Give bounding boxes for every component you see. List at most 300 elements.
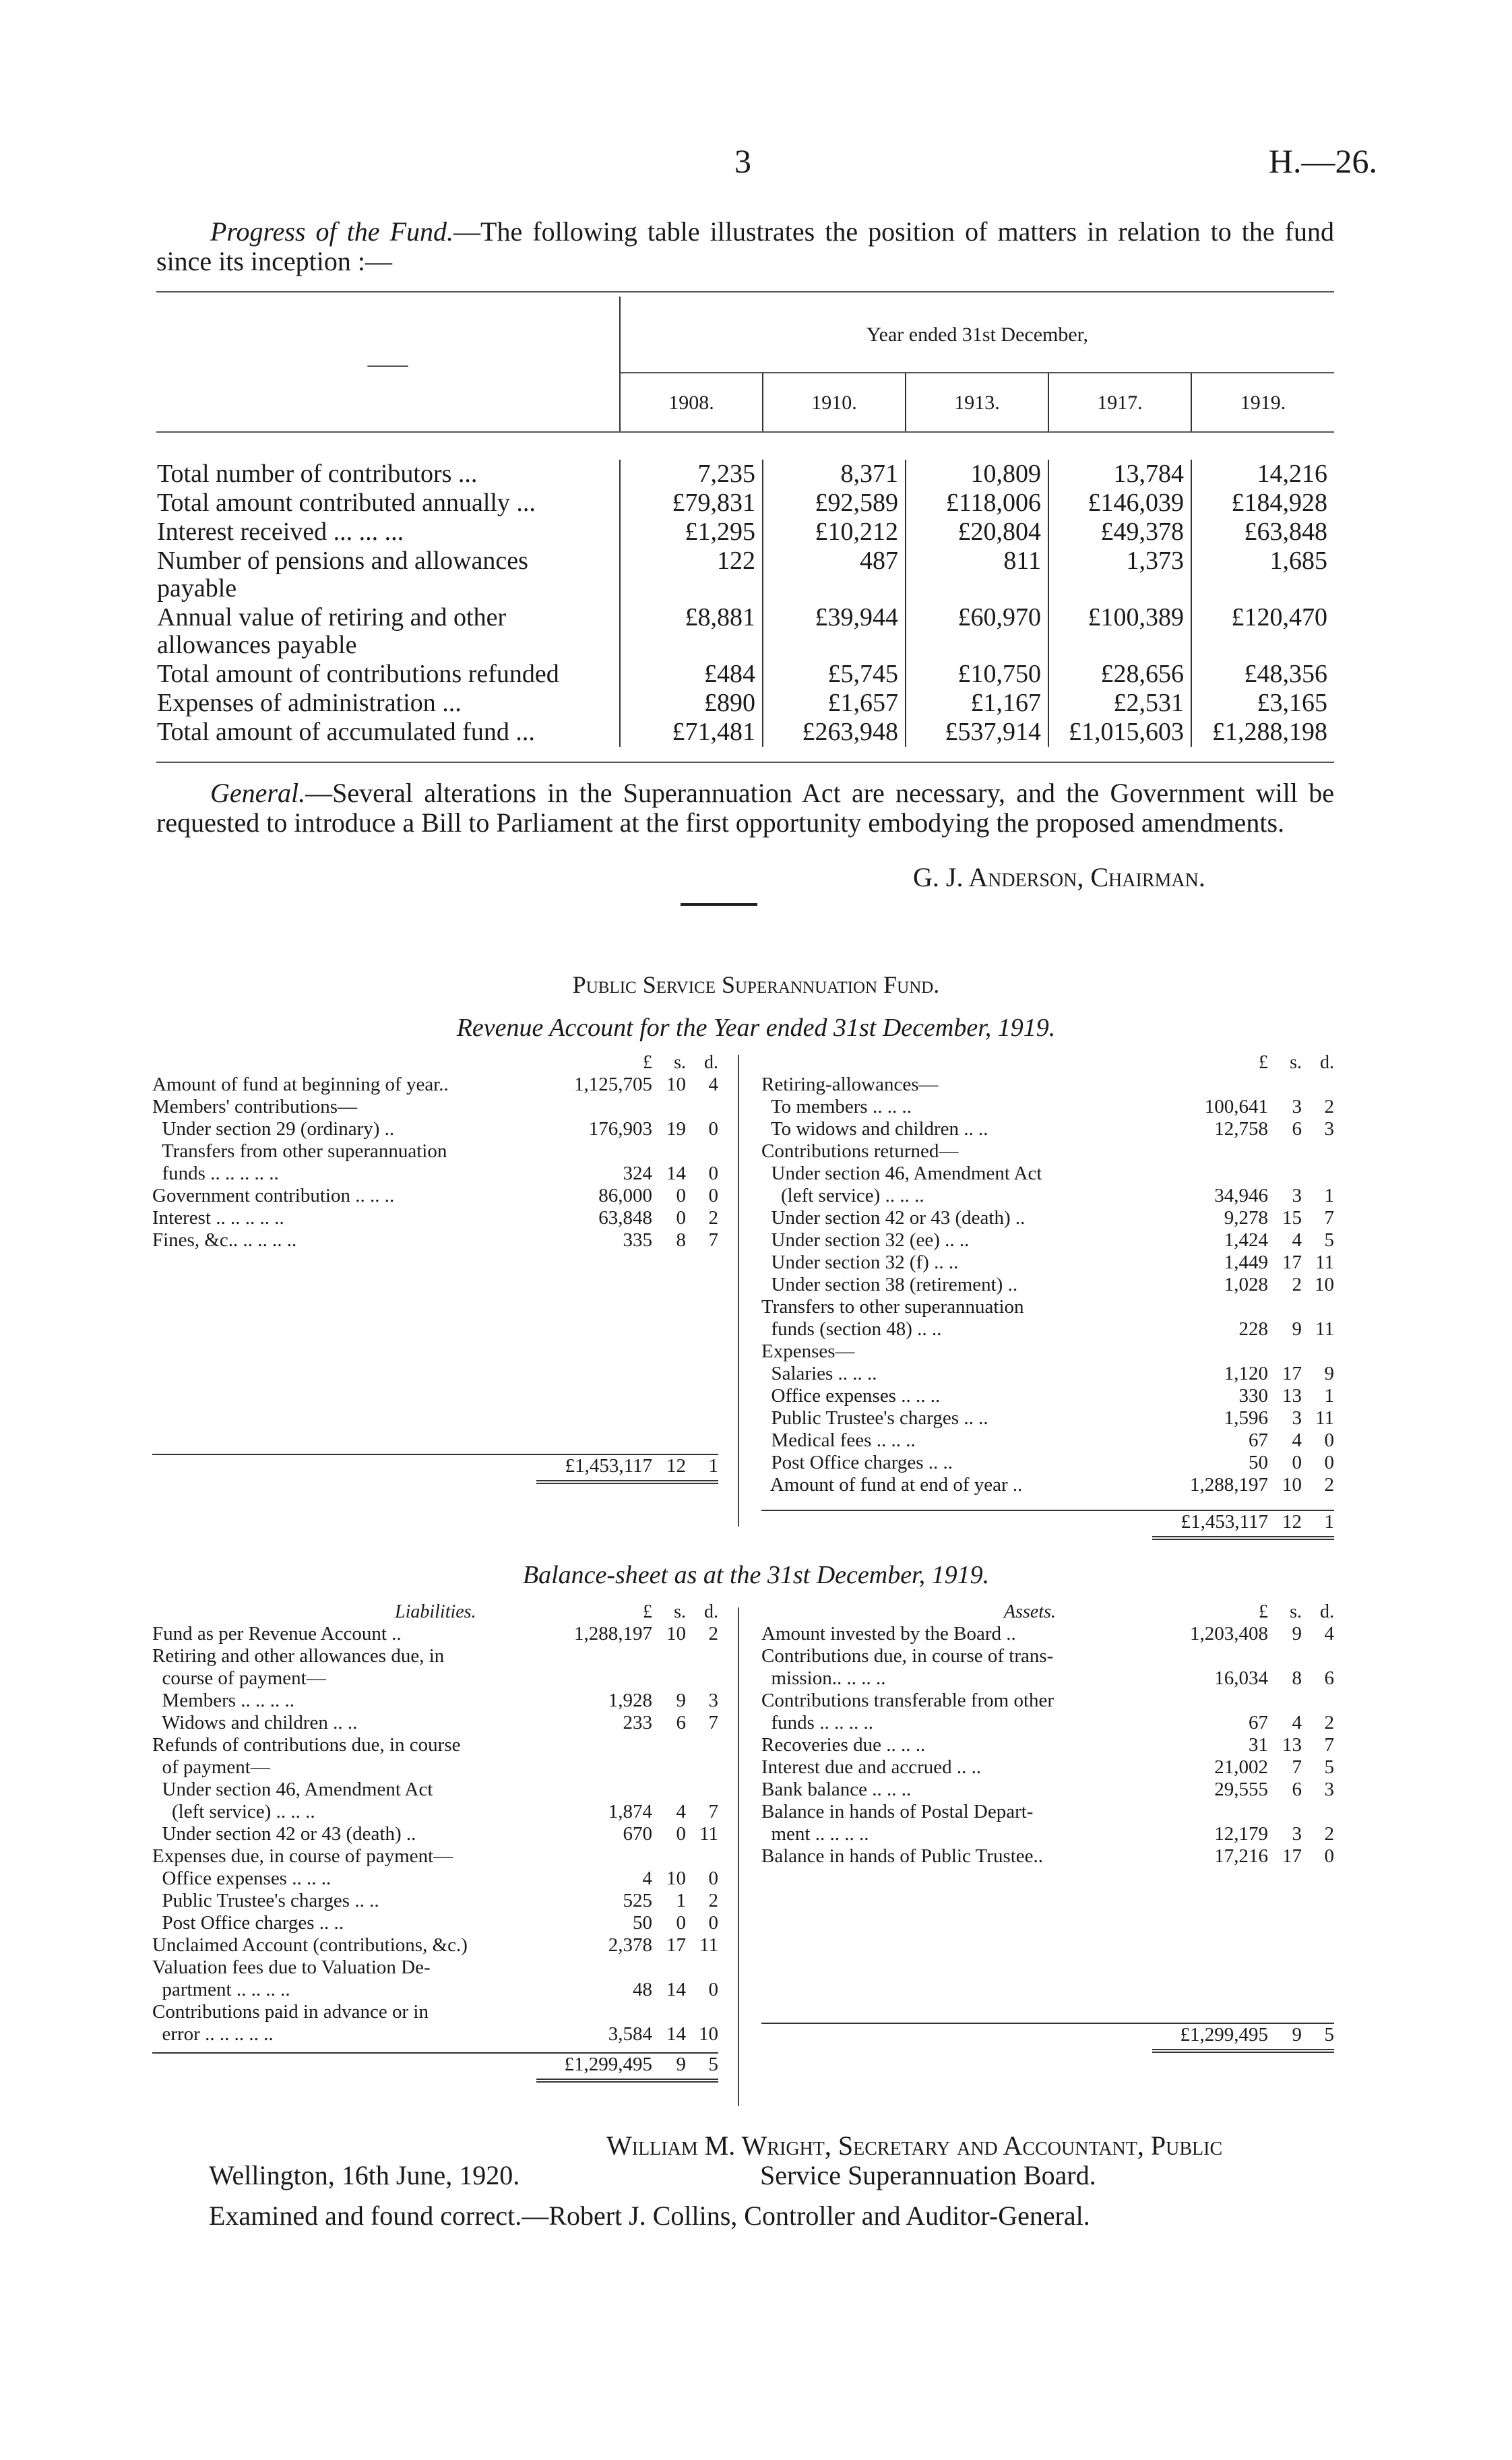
account-s [652, 2001, 686, 2023]
account-s: 0 [1292, 1452, 1302, 1473]
account-line [761, 1385, 1334, 1407]
account-s: 9 [1292, 1623, 1302, 1644]
account-p [538, 1756, 652, 1779]
table-row [156, 718, 1334, 747]
account-s [652, 1096, 686, 1118]
row-value: 8,371 [763, 460, 906, 489]
account-d: 7 [1324, 1734, 1334, 1756]
account-s: 17 [666, 1934, 686, 1956]
account-d [686, 1756, 718, 1779]
account-d: 0 [708, 1185, 718, 1206]
account-p: 233 [623, 1712, 652, 1733]
row-value: 1,685 [1191, 547, 1334, 603]
account-s: 13 [1282, 1385, 1302, 1407]
account-d: 5 [1324, 1229, 1334, 1251]
account-label: Transfers from other superannuation [152, 1140, 447, 1162]
revenue-left-total: £1,453,117 12 1 [152, 1454, 718, 1477]
account-d [1302, 1140, 1334, 1163]
account-s: 10 [666, 1074, 686, 1095]
account-d: 2 [708, 1890, 718, 1911]
row-value: 811 [906, 547, 1048, 603]
account-d [1302, 1296, 1334, 1318]
account-label: Recoveries due .. .. .. [761, 1734, 926, 1756]
account-label: To widows and children .. .. [761, 1118, 988, 1140]
account-label: Members .. .. .. .. [152, 1690, 295, 1711]
row-value: 14,216 [1191, 460, 1334, 489]
revenue-title: Revenue Account for the Year ended 31st December, 1919. [456, 1014, 1056, 1042]
account-label: Under section 32 (f) .. .. [761, 1252, 959, 1273]
account-p: 1,449 [1224, 1252, 1268, 1273]
row-value: £3,165 [1191, 689, 1334, 718]
account-d: 2 [708, 1623, 718, 1644]
document-reference: H.—26. [1268, 142, 1377, 180]
account-p [1154, 1645, 1268, 1667]
account-d: 7 [1324, 1207, 1334, 1229]
account-line [761, 1734, 1334, 1756]
balance-right [761, 1601, 1334, 2053]
account-s: 1 [676, 1890, 686, 1911]
balance-left-total: £1,299,495 9 5 [152, 2052, 718, 2076]
balance-right-total: £1,299,495 9 5 [761, 2023, 1334, 2046]
account-d [686, 1096, 718, 1118]
row-value: £146,039 [1048, 489, 1191, 518]
table-row [156, 689, 1334, 718]
account-label: Public Trustee's charges .. .. [761, 1407, 988, 1429]
table-row [156, 489, 1334, 518]
row-value: 7,235 [620, 460, 763, 489]
account-s: 2 [1292, 1274, 1302, 1295]
account-d: 2 [1324, 1823, 1334, 1845]
account-label: Under section 42 or 43 (death) .. [152, 1823, 416, 1845]
row-value: £63,848 [1191, 518, 1334, 547]
account-p: 228 [1238, 1318, 1268, 1340]
account-s: 14 [666, 2023, 686, 2045]
account-line [761, 1474, 1334, 1496]
row-label: Total amount contributed annually ... [157, 489, 536, 517]
chairman-signature: G. J. Anderson, Chairman. [913, 862, 1205, 892]
revenue-divider [738, 1055, 739, 1527]
row-value: £537,914 [906, 718, 1048, 747]
account-d [686, 2001, 718, 2023]
account-p [538, 1779, 652, 1801]
account-label: funds .. .. .. .. .. [152, 1163, 279, 1184]
row-value: £484 [620, 660, 763, 689]
row-value: 1,373 [1048, 547, 1191, 603]
account-s: 0 [676, 1823, 686, 1845]
account-line [152, 1645, 718, 1667]
account-line [761, 1318, 1334, 1341]
account-p [538, 1667, 652, 1690]
account-p [538, 1957, 652, 1979]
account-line [761, 1229, 1334, 1252]
account-line [761, 1296, 1334, 1318]
row-value: £5,745 [763, 660, 906, 689]
account-s [652, 1667, 686, 1690]
account-s: 8 [1292, 1667, 1302, 1689]
account-d: 2 [1324, 1096, 1334, 1117]
account-s [652, 1845, 686, 1868]
row-value: £28,656 [1048, 660, 1191, 689]
account-p [1154, 1341, 1268, 1363]
account-p: 63,848 [598, 1207, 652, 1229]
progress-text: —The following table illustrates the position of matters in relation to the fund since its inception :— [156, 216, 1335, 276]
account-s: 7 [1292, 1756, 1302, 1778]
account-line [152, 1118, 718, 1140]
account-label: Expenses due, in course of payment— [152, 1845, 453, 1867]
account-s: 19 [666, 1118, 686, 1140]
account-label: Fund as per Revenue Account .. [152, 1623, 402, 1644]
separator-rule [681, 903, 757, 906]
table-row [156, 603, 1334, 660]
account-p: 335 [623, 1229, 652, 1251]
account-d [686, 1667, 718, 1690]
account-label: Contributions paid in advance or in [152, 2001, 429, 2023]
row-value: £79,831 [620, 489, 763, 518]
account-d [686, 1140, 718, 1163]
account-s [652, 1140, 686, 1163]
account-d: 7 [708, 1801, 718, 1822]
revenue-right-total: £1,453,117 12 1 [761, 1510, 1334, 1533]
account-label: of payment— [152, 1756, 270, 1778]
account-d [1302, 1163, 1334, 1185]
account-s [1268, 1645, 1302, 1667]
account-line [761, 1690, 1334, 1712]
account-d: 11 [699, 1823, 718, 1845]
account-label: Post Office charges .. .. [761, 1452, 953, 1473]
account-p: 1,596 [1224, 1407, 1268, 1429]
account-s [1268, 1801, 1302, 1823]
account-label: ment .. .. .. .. [761, 1823, 869, 1845]
account-label: Under section 29 (ordinary) .. [152, 1118, 395, 1140]
account-line [152, 1979, 718, 2001]
account-p: 50 [1249, 1452, 1268, 1473]
account-line [761, 1623, 1334, 1645]
account-label: Under section 32 (ee) .. .. [761, 1229, 970, 1251]
account-line [761, 1363, 1334, 1385]
year-header: 1910. [763, 373, 906, 432]
account-label: Amount of fund at end of year .. [761, 1474, 1023, 1496]
account-line [761, 1074, 1334, 1096]
account-line [152, 1185, 718, 1207]
account-p: 9,278 [1224, 1207, 1268, 1229]
account-d: 0 [1324, 1452, 1334, 1473]
account-line [761, 1667, 1334, 1690]
account-label: Retiring and other allowances due, in [152, 1645, 445, 1667]
account-label: Interest .. .. .. .. .. [152, 1207, 284, 1229]
account-p [1154, 1801, 1268, 1823]
account-line [152, 2001, 718, 2023]
account-label: mission.. .. .. .. [761, 1667, 886, 1689]
account-d: 6 [1324, 1667, 1334, 1689]
account-d: 4 [1324, 1623, 1334, 1644]
revenue-right-currency-header: £ s. d. [1259, 1052, 1334, 1073]
row-value: £263,948 [763, 718, 906, 747]
row-label: Total amount of accumulated fund ... [157, 718, 535, 746]
table-row [156, 460, 1334, 489]
account-s: 6 [676, 1712, 686, 1733]
account-d [686, 1779, 718, 1801]
row-value: 10,809 [906, 460, 1048, 489]
balance-title: Balance-sheet as at the 31st December, 1919. [522, 1561, 990, 1589]
account-s: 9 [676, 1690, 686, 1711]
account-d: 0 [708, 1979, 718, 2000]
general-text: —Several alterations in the Superannuation Act are necessary, and the Government will be requested to introduce a Bill to Parliament at the first opportunity embodying the proposed amendments. [156, 778, 1334, 838]
account-d: 7 [708, 1712, 718, 1733]
row-value: £1,657 [763, 689, 906, 718]
account-label: partment .. .. .. .. [152, 1979, 290, 2000]
account-line [152, 1890, 718, 1912]
account-line [761, 1429, 1334, 1452]
account-d: 1 [1324, 1185, 1334, 1206]
account-s [652, 1779, 686, 1801]
account-line [761, 1274, 1334, 1296]
account-p [1154, 1690, 1268, 1712]
account-label: Unclaimed Account (contributions, &c.) [152, 1934, 468, 1956]
account-label: Amount of fund at beginning of year.. [152, 1074, 449, 1095]
account-d: 0 [708, 1912, 718, 1934]
account-d: 3 [1324, 1118, 1334, 1140]
account-s: 17 [1282, 1845, 1302, 1867]
account-line [152, 1957, 718, 1979]
liabilities-header-row: Liabilities. £ s. d. [395, 1601, 718, 1622]
account-p: 31 [1249, 1734, 1268, 1756]
revenue-right [761, 1051, 1334, 1540]
account-line [152, 1779, 718, 1801]
secretary-line-2: Service Superannuation Board. [760, 2160, 1096, 2190]
account-line [761, 1779, 1334, 1801]
account-line [152, 1845, 718, 1868]
row-value: £20,804 [906, 518, 1048, 547]
row-value: 122 [620, 547, 763, 603]
row-value: £49,378 [1048, 518, 1191, 547]
account-label: Under section 38 (retirement) .. [761, 1274, 1018, 1295]
account-d: 2 [1324, 1474, 1334, 1496]
account-s: 4 [1292, 1712, 1302, 1733]
account-s: 9 [1292, 1318, 1302, 1340]
account-p: 29,555 [1214, 1779, 1268, 1800]
account-d: 11 [1315, 1252, 1334, 1273]
account-d [1302, 1341, 1334, 1363]
account-p [538, 2001, 652, 2023]
account-label: To members .. .. .. [761, 1096, 912, 1117]
account-d: 2 [708, 1207, 718, 1229]
account-s [1268, 1690, 1302, 1712]
blank-header: —— [367, 352, 408, 375]
account-p: 67 [1249, 1429, 1268, 1451]
account-p: 16,034 [1214, 1667, 1268, 1689]
account-s [1268, 1074, 1302, 1096]
account-label: funds (section 48) .. .. [761, 1318, 942, 1340]
account-line [152, 1934, 718, 1957]
account-d [1302, 1690, 1334, 1712]
account-d: 3 [708, 1690, 718, 1711]
auditor-certification: Examined and found correct.—Robert J. Collins, Controller and Auditor-General. [209, 2201, 1090, 2231]
row-value: £1,167 [906, 689, 1048, 718]
progress-paragraph [156, 217, 1334, 276]
account-s: 15 [1282, 1207, 1302, 1229]
account-label: Office expenses .. .. .. [761, 1385, 941, 1407]
account-p [1154, 1074, 1268, 1096]
account-d: 10 [1315, 1274, 1334, 1295]
account-label: Valuation fees due to Valuation De- [152, 1957, 431, 1978]
account-label: Balance in hands of Postal Depart- [761, 1801, 1034, 1822]
account-label: (left service) .. .. .. [761, 1185, 924, 1206]
account-s: 0 [676, 1207, 686, 1229]
account-d [1302, 1645, 1334, 1667]
account-line [152, 1912, 718, 1934]
secretary-line-1: William M. Wright, Secretary and Accountant, Public [606, 2130, 1223, 2161]
assets-header-row: Assets. £ s. d. [1004, 1601, 1334, 1622]
account-p: 12,758 [1214, 1118, 1268, 1140]
account-p [1154, 1140, 1268, 1163]
account-line [761, 1118, 1334, 1140]
account-line [152, 2023, 718, 2046]
account-p: 525 [623, 1890, 652, 1911]
account-s: 14 [666, 1163, 686, 1184]
account-label: Salaries .. .. .. [761, 1363, 877, 1384]
account-p: 3,584 [608, 2023, 652, 2045]
table-row [156, 660, 1334, 689]
account-d: 0 [708, 1868, 718, 1889]
account-p: 1,203,408 [1190, 1623, 1268, 1644]
account-d: 0 [1324, 1845, 1334, 1867]
account-label: course of payment— [152, 1667, 326, 1689]
account-line [761, 1645, 1334, 1667]
account-label: Medical fees .. .. .. [761, 1429, 916, 1451]
row-value: £1,015,603 [1048, 718, 1191, 747]
account-p [538, 1096, 652, 1118]
row-value: £890 [620, 689, 763, 718]
account-p: 2,378 [608, 1934, 652, 1956]
account-d: 11 [1315, 1407, 1334, 1429]
account-label: Expenses— [761, 1341, 855, 1362]
place-date: Wellington, 16th June, 1920. [209, 2160, 520, 2190]
account-line [152, 1667, 718, 1690]
account-s [652, 1756, 686, 1779]
row-value: £48,356 [1191, 660, 1334, 689]
account-d [686, 1957, 718, 1979]
row-value: £2,531 [1048, 689, 1191, 718]
row-value: £8,881 [620, 603, 763, 660]
account-line [152, 1074, 718, 1096]
account-line [152, 1229, 718, 1252]
account-label: Interest due and accrued .. .. [761, 1756, 982, 1778]
account-s: 3 [1292, 1185, 1302, 1206]
account-line [761, 1712, 1334, 1734]
account-label: Refunds of contributions due, in course [152, 1734, 461, 1756]
account-label: Under section 46, Amendment Act [761, 1163, 1042, 1184]
account-label: Bank balance .. .. .. [761, 1779, 912, 1800]
account-d: 11 [1315, 1318, 1334, 1340]
account-label: Public Trustee's charges .. .. [152, 1890, 379, 1911]
account-p: 176,903 [588, 1118, 652, 1140]
account-line [152, 1096, 718, 1118]
row-label: Annual value of retiring and other allowances payable [157, 603, 507, 659]
account-d: 0 [708, 1163, 718, 1184]
account-line [761, 1207, 1334, 1229]
account-s [1268, 1140, 1302, 1163]
account-label: Under section 46, Amendment Act [152, 1779, 433, 1800]
account-s: 3 [1292, 1096, 1302, 1117]
account-label: Contributions due, in course of trans- [761, 1645, 1054, 1667]
table-row [156, 518, 1334, 547]
row-label: Expenses of administration ... [157, 689, 462, 717]
account-p: 100,641 [1204, 1096, 1268, 1117]
account-line [761, 1163, 1334, 1185]
account-s: 4 [1292, 1429, 1302, 1451]
account-p: 17,216 [1214, 1845, 1268, 1867]
account-p: 4 [642, 1868, 652, 1889]
row-value: 487 [763, 547, 906, 603]
row-value: £39,944 [763, 603, 906, 660]
row-value: £60,970 [906, 603, 1048, 660]
row-value: £92,589 [763, 489, 906, 518]
account-p: 1,288,197 [1190, 1474, 1268, 1496]
account-s: 3 [1292, 1823, 1302, 1845]
account-line [761, 1407, 1334, 1429]
account-p [538, 1734, 652, 1756]
account-d [686, 1845, 718, 1868]
account-p: 1,288,197 [574, 1623, 652, 1644]
account-s: 0 [676, 1185, 686, 1206]
account-p: 1,125,705 [574, 1074, 652, 1095]
row-value: £118,006 [906, 489, 1048, 518]
account-p: 1,874 [608, 1801, 652, 1822]
account-d [686, 1734, 718, 1756]
account-label: Office expenses .. .. .. [152, 1868, 332, 1889]
account-s: 13 [1282, 1734, 1302, 1756]
account-label: Widows and children .. .. [152, 1712, 358, 1733]
account-line [152, 1712, 718, 1734]
account-p [538, 1645, 652, 1667]
account-label: Under section 42 or 43 (death) .. [761, 1207, 1026, 1229]
account-d: 1 [1324, 1385, 1334, 1407]
account-p: 670 [623, 1823, 652, 1845]
account-label: (left service) .. .. .. [152, 1801, 315, 1822]
row-value: £120,470 [1191, 603, 1334, 660]
account-line [761, 1845, 1334, 1868]
account-p [1154, 1296, 1268, 1318]
account-s: 10 [1282, 1474, 1302, 1496]
account-s: 8 [676, 1229, 686, 1251]
row-value: 13,784 [1048, 460, 1191, 489]
account-p: 330 [1238, 1385, 1268, 1407]
account-s: 17 [1282, 1363, 1302, 1384]
account-d: 0 [1324, 1429, 1334, 1451]
account-s: 3 [1292, 1407, 1302, 1429]
account-label: error .. .. .. .. .. [152, 2023, 274, 2045]
account-line [152, 1207, 718, 1229]
account-label: funds .. .. .. .. [761, 1712, 873, 1733]
balance-left [152, 1601, 718, 2083]
account-p: 12,179 [1214, 1823, 1268, 1845]
account-line [761, 1341, 1334, 1363]
account-label: Contributions returned— [761, 1140, 959, 1162]
account-line [152, 1756, 718, 1779]
account-d: 10 [699, 2023, 718, 2045]
account-line [152, 1623, 718, 1645]
account-label: Fines, &c.. .. .. .. .. [152, 1229, 297, 1251]
account-label: Government contribution .. .. .. [152, 1185, 395, 1206]
account-line [761, 1185, 1334, 1207]
row-value: £10,750 [906, 660, 1048, 689]
account-d: 4 [708, 1074, 718, 1095]
account-p: 48 [633, 1979, 652, 2000]
account-p [538, 1845, 652, 1868]
row-value: £10,212 [763, 518, 906, 547]
general-paragraph [156, 778, 1334, 838]
account-d: 9 [1324, 1363, 1334, 1384]
